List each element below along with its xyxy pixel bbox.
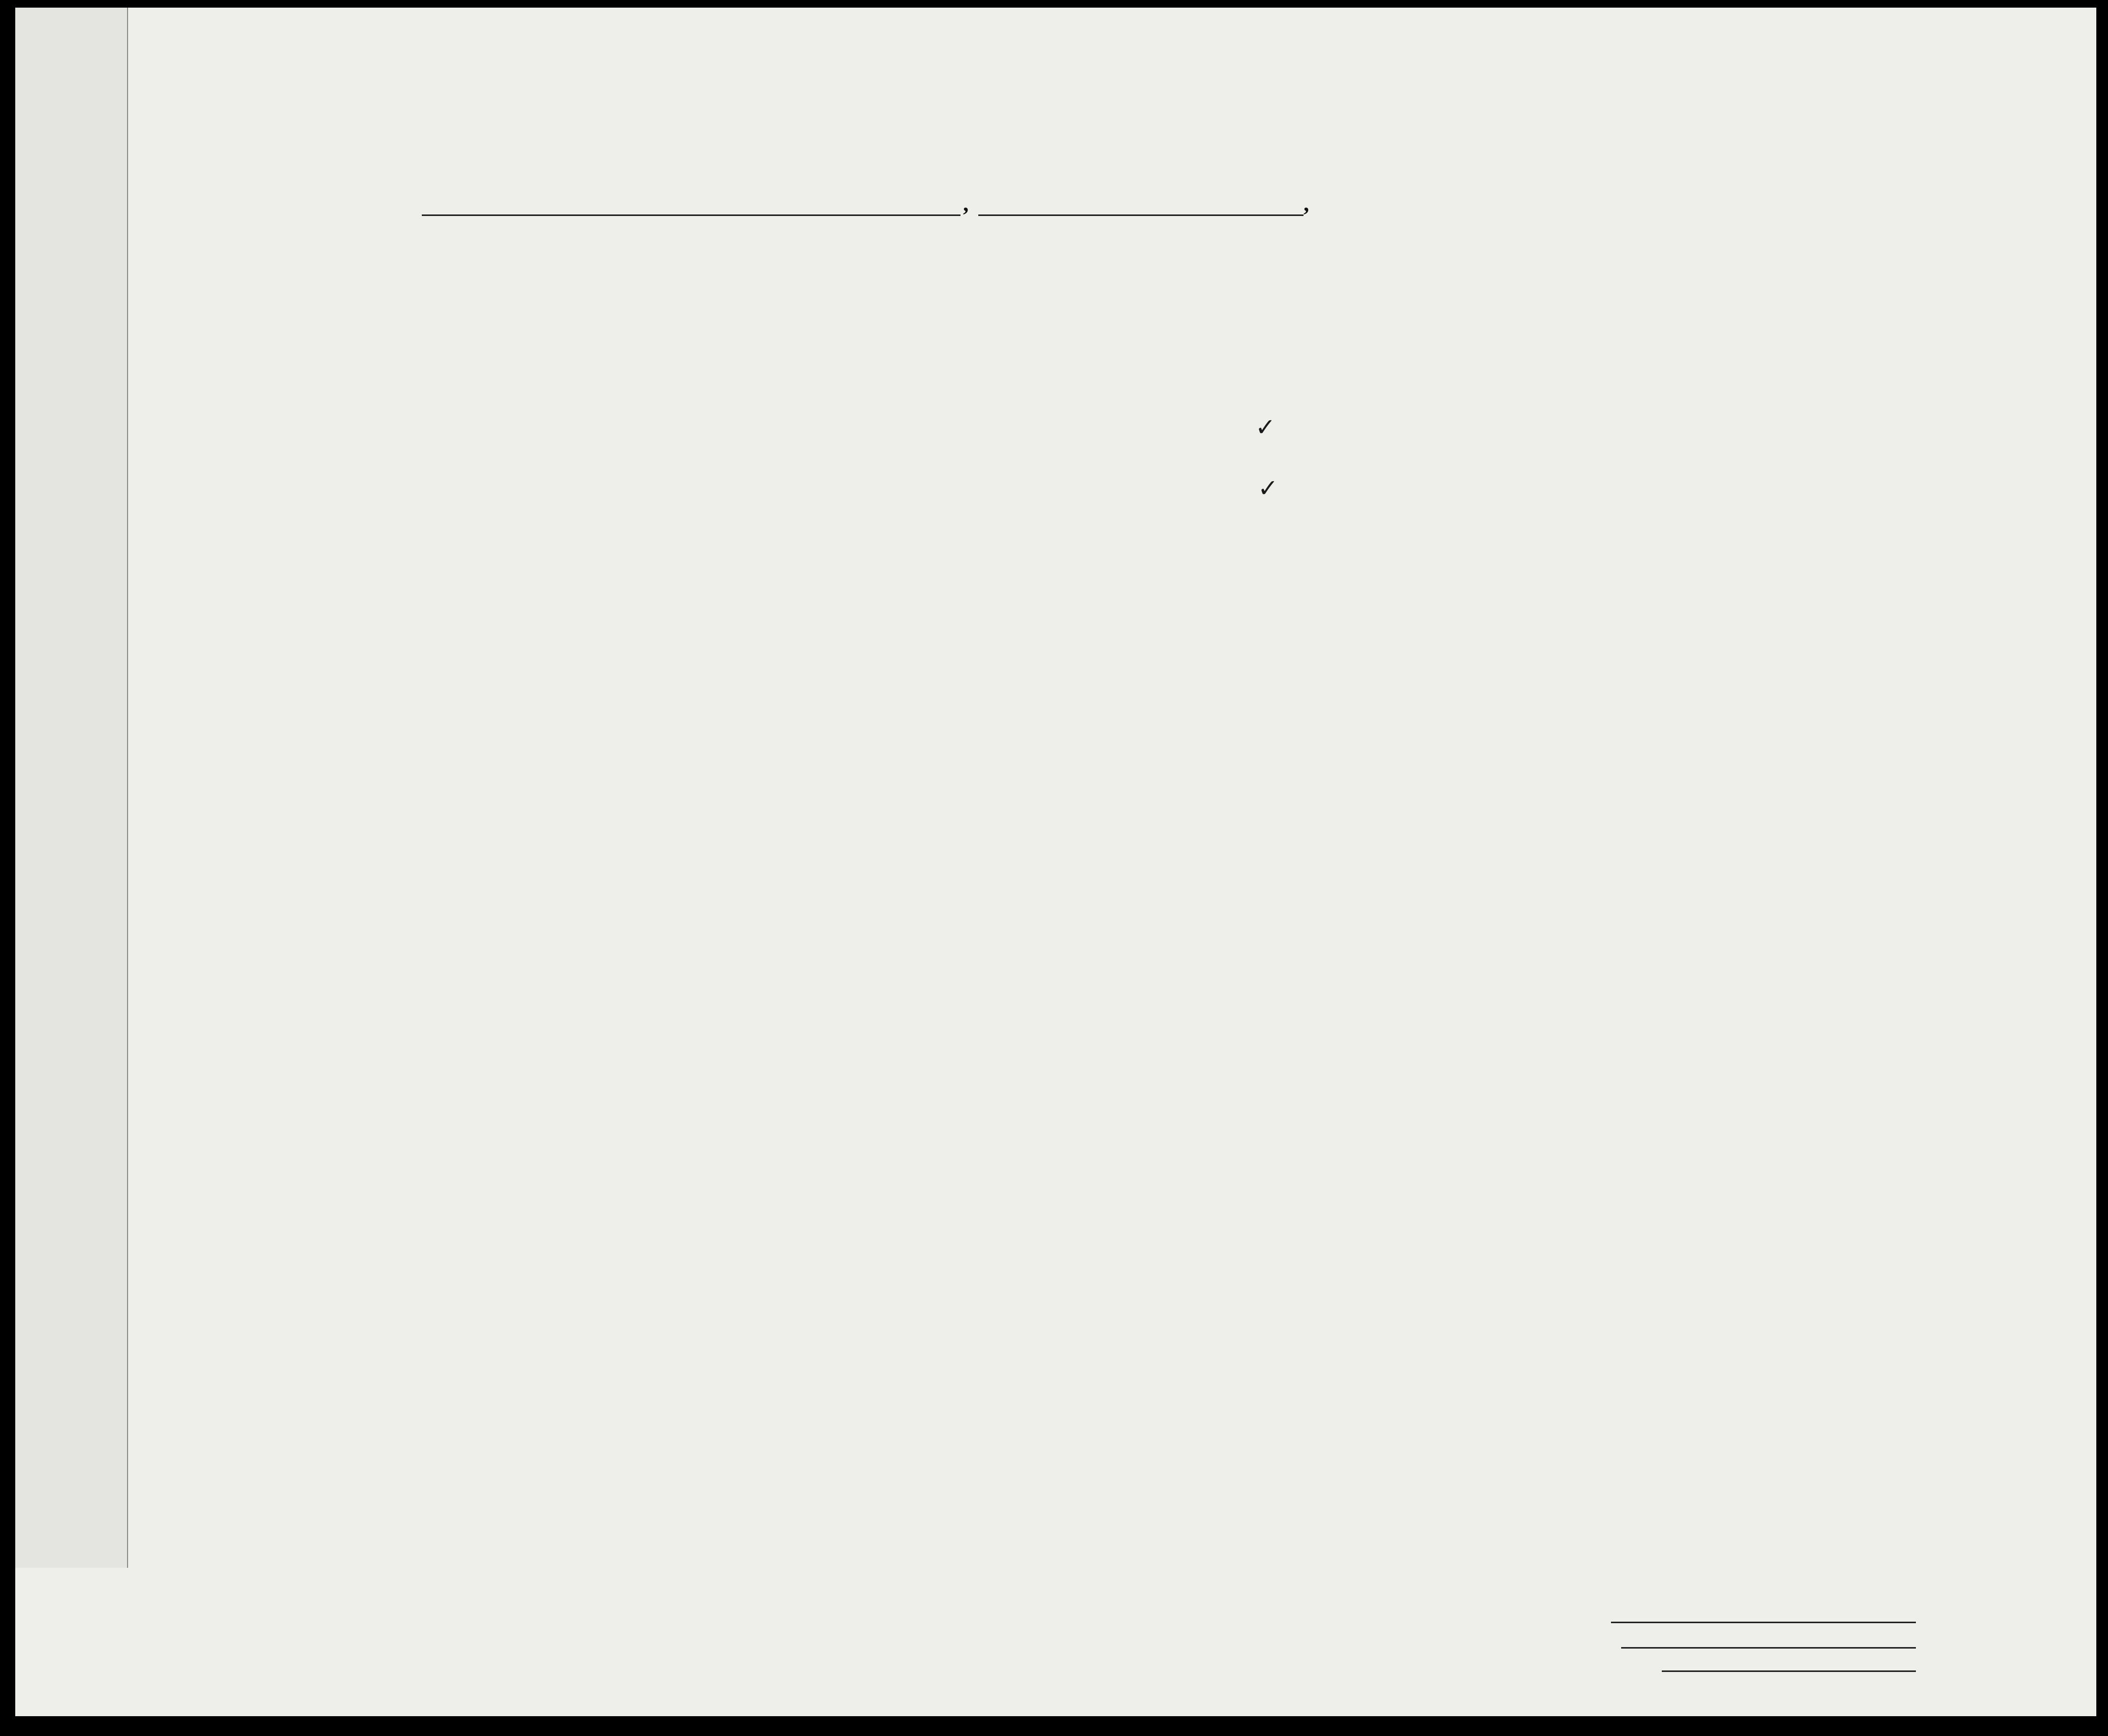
manifest-sheet xyxy=(15,8,2096,1716)
comma-1: , xyxy=(963,191,969,216)
agents-field xyxy=(1662,1670,1916,1672)
owners-field xyxy=(1621,1647,1916,1649)
check-mark-icon: ✓ xyxy=(1255,413,1276,442)
check-mark-icon: ✓ xyxy=(1258,474,1279,503)
table-grid xyxy=(15,8,2096,1716)
comma-2: , xyxy=(1304,191,1309,216)
line-field xyxy=(1611,1621,1916,1623)
